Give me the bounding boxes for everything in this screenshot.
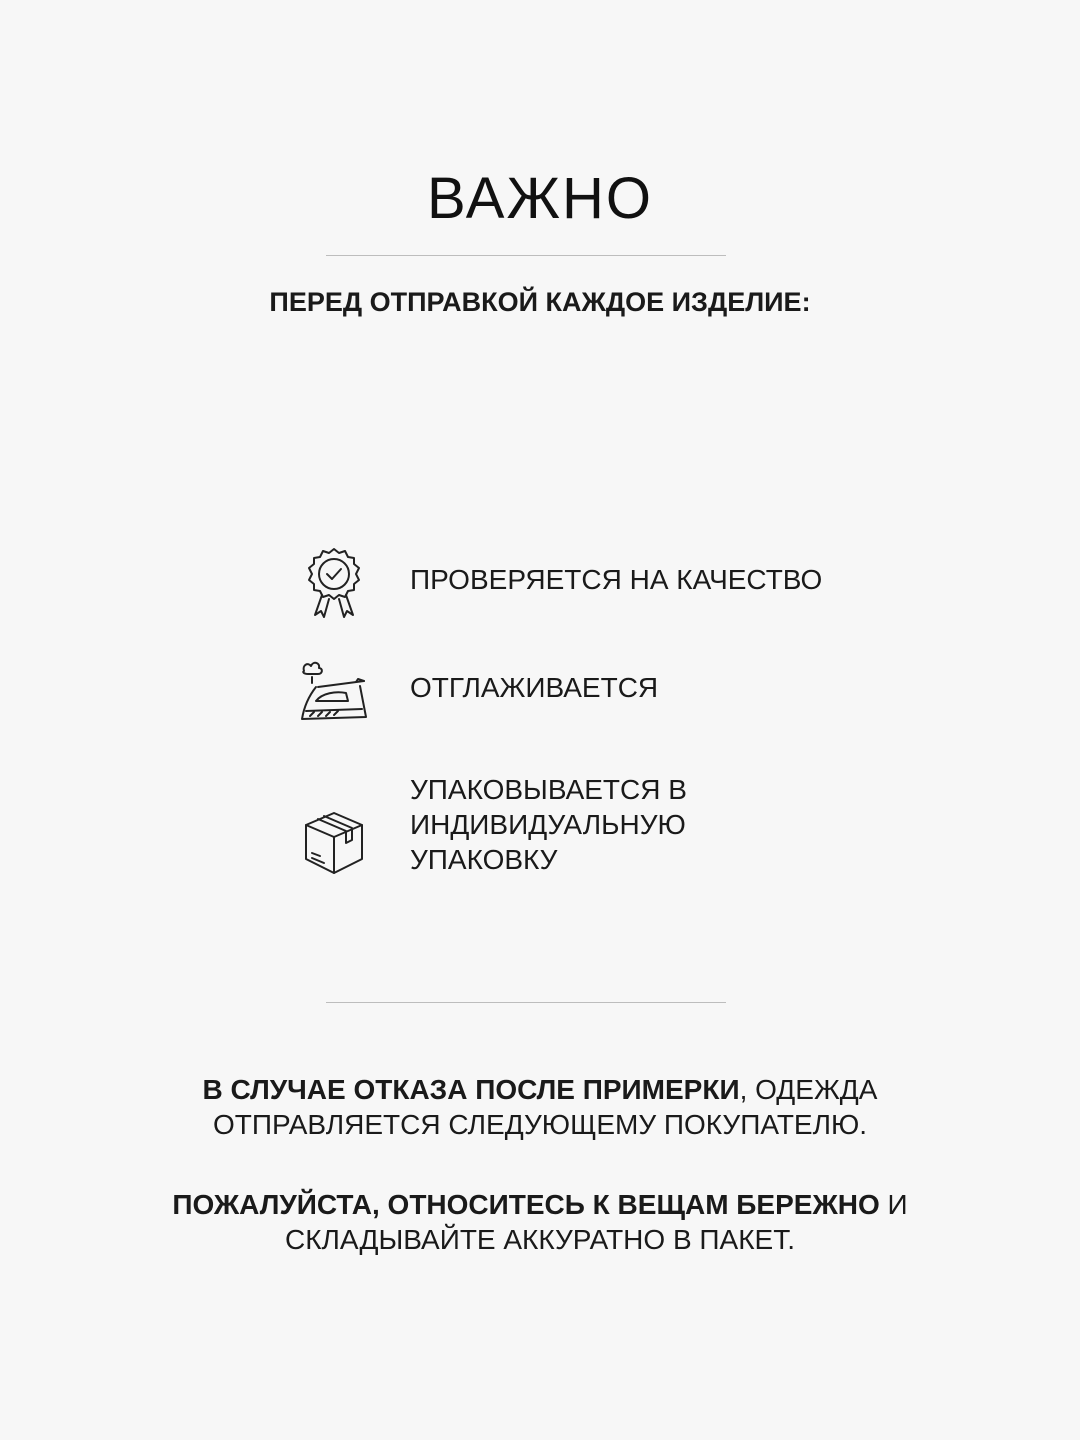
feature-label: ПРОВЕРЯЕТСЯ НА КАЧЕСТВО bbox=[410, 564, 823, 595]
feature-label: УПАКОВЫВАЕТСЯ В ИНДИВИДУАЛЬНУЮ УПАКОВКУ bbox=[410, 774, 687, 875]
care-notice-bold: ПОЖАЛУЙСТА, ОТНОСИТЕСЬ К ВЕЩАМ БЕРЕЖНО bbox=[172, 1189, 880, 1220]
refusal-notice-rest: , ОДЕЖДА ОТПРАВЛЯЕТСЯ СЛЕДУЮЩЕМУ ПОКУПАТЕЛЮ. bbox=[212, 1074, 878, 1140]
subtitle: ПЕРЕД ОТПРАВКОЙ КАЖДОЕ ИЗДЕЛИЕ: bbox=[269, 287, 811, 317]
quality-badge-icon bbox=[296, 545, 372, 621]
refusal-notice-bold: В СЛУЧАЕ ОТКАЗА ПОСЛЕ ПРИМЕРКИ bbox=[202, 1074, 740, 1105]
care-notice bbox=[140, 1187, 940, 1257]
page-title: ВАЖНО bbox=[427, 166, 653, 231]
refusal-notice bbox=[140, 1072, 940, 1142]
top-divider bbox=[326, 255, 726, 256]
care-notice-rest: И СКЛАДЫВАЙТЕ АККУРАТНО В ПАКЕТ. bbox=[285, 1189, 908, 1255]
package-box-icon bbox=[296, 805, 372, 881]
feature-label: ОТГЛАЖИВАЕТСЯ bbox=[410, 672, 659, 703]
bottom-divider bbox=[326, 1002, 726, 1003]
steam-iron-icon bbox=[296, 653, 372, 729]
